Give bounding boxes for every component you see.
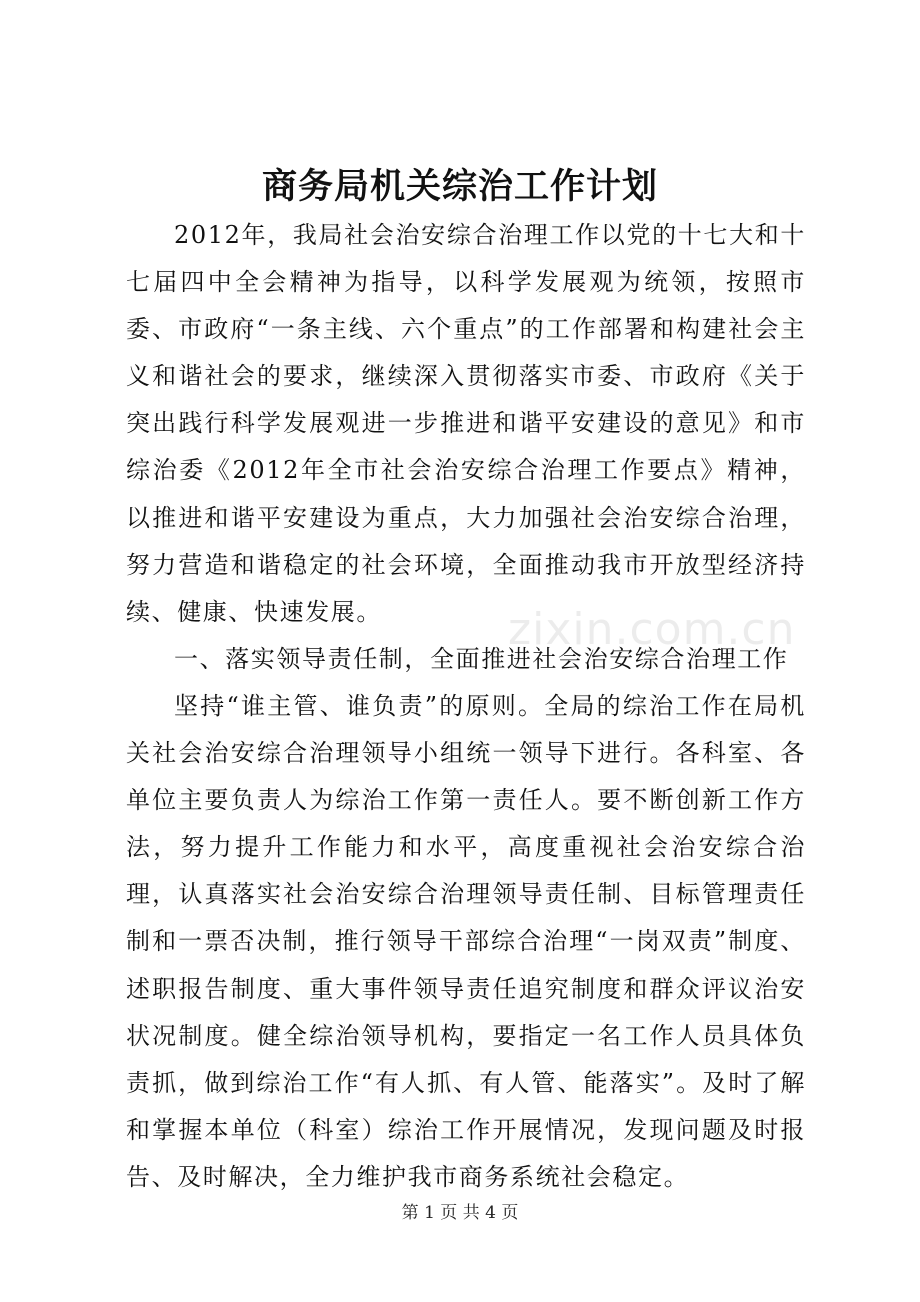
watermark: zixin.com.cn — [508, 604, 796, 655]
section-heading-1: 一、落实领导责任制，全面推进社会治安综合治理工作 — [174, 644, 789, 673]
paragraph-section-1: 坚持“谁主管、谁负责”的原则。全局的综治工作在局机关社会治安综合治理领导小组统一领导下进行。各科室、各单位主要负责人为综治工作第一责任人。要不断创新工作方法，努力提升工作能力和水平，高度重视社会治安综合治理，认真落实社会治安综合治理领导责任制、目标管理责任制和一票否决制，推行领导干部综合治理“一岗双责”制度、述职报告制度、重大事件领导责任追究制度和群众评议治安状况制度。健全综治领导机构，要指定一名工作人员具体负责抓，做到综治工作“有人抓、有人管、能落实”。及时了解和掌握本单位（科室）综治工作开展情况，发现问题及时报告、及时解决，全力维护我市商务系统社会稳定。 — [126, 691, 806, 1191]
paragraph-intro: 2012年，我局社会治安综合治理工作以党的十七大和十七届四中全会精神为指导，以科学发展观为统领，按照市委、市政府“一条主线、六个重点”的工作部署和构建社会主义和谐社会的要求，继续深入贯彻落实市委、市政府《关于突出践行科学发展观进一步推进和谐平安建设的意见》和市综治委《2012年全市社会治安综合治理工作要点》精神，以推进和谐平安建设为重点，大力加强社会治安综合治理，努力营造和谐稳定的社会环境，全面推动我市开放型经济持续、健康、快速发展。 — [126, 221, 806, 626]
document-title: 商务局机关综治工作计划 — [261, 166, 658, 207]
document-body — [126, 212, 806, 1201]
page-footer: 第 1 页 共 4 页 — [401, 1203, 519, 1223]
